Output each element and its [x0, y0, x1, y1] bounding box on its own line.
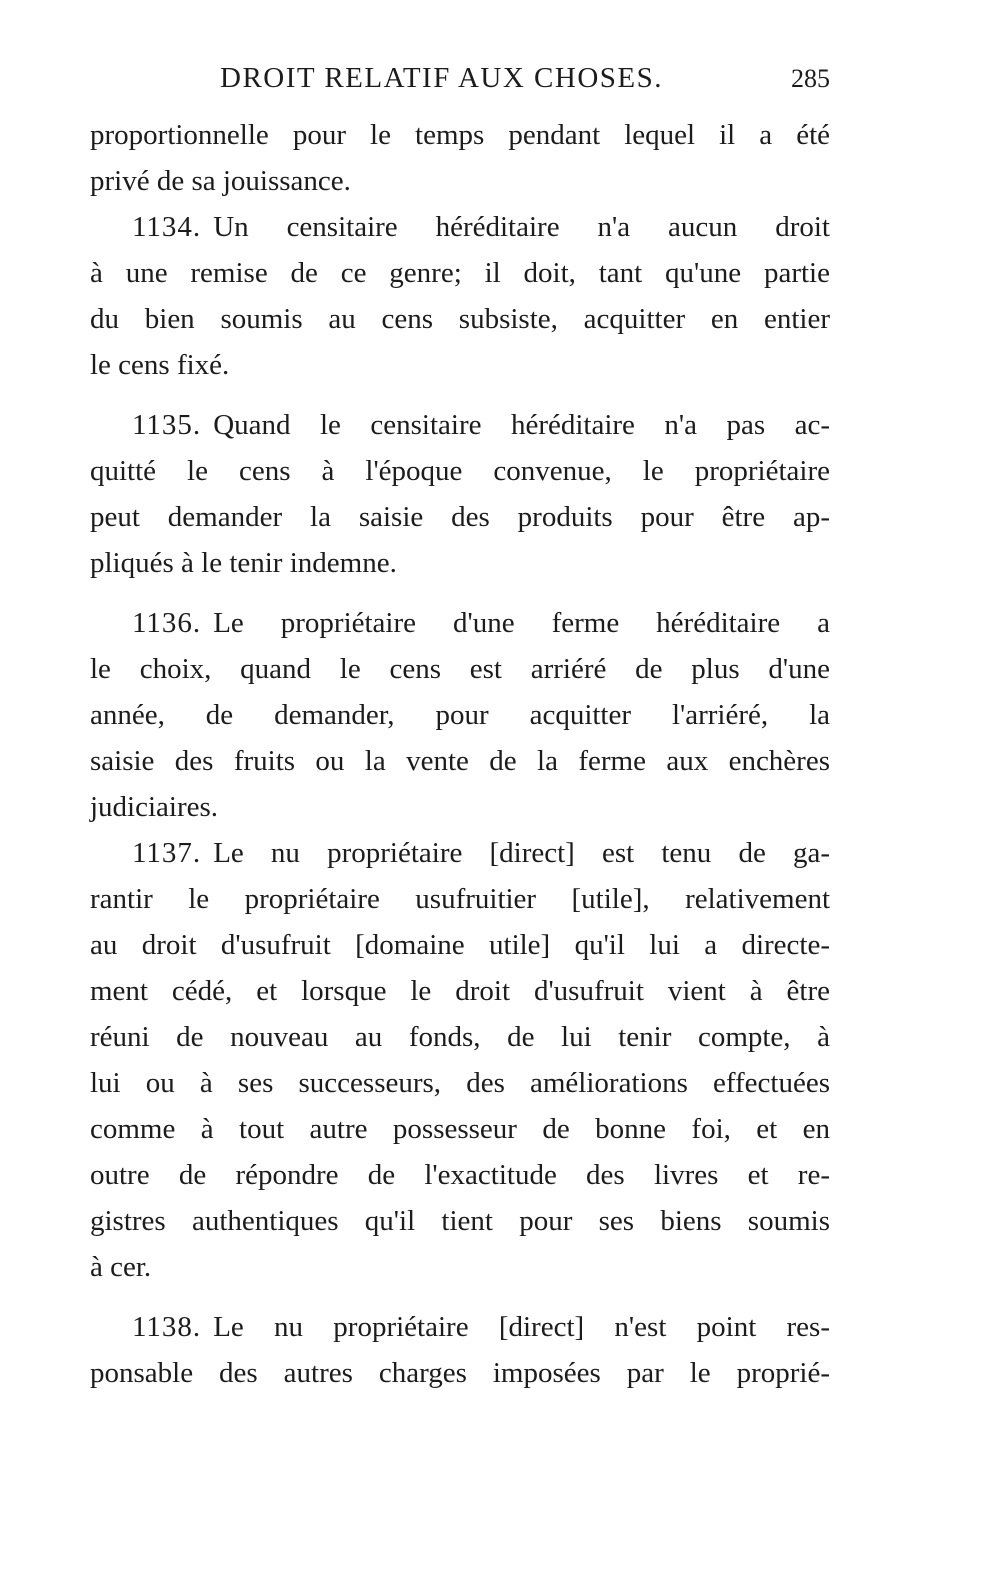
- article-number: 1138.: [132, 1311, 202, 1343]
- paragraph-gap: [90, 586, 830, 600]
- text-line: le choix, quand le cens est arriéré de plus d'une: [90, 653, 830, 685]
- article-1135-first-line: [90, 402, 830, 448]
- text-line: outre de répondre de l'exactitude des livres et re-: [90, 1159, 830, 1191]
- body-text: [90, 112, 830, 1396]
- running-head: [90, 62, 830, 102]
- text-line: Un censitaire héréditaire n'a aucun droit: [213, 211, 830, 243]
- text-line: à une remise de ce genre; il doit, tant qu'une partie: [90, 257, 830, 289]
- article-number: 1134.: [132, 211, 202, 243]
- paragraph-gap: [90, 388, 830, 402]
- text-line: au droit d'usufruit [domaine utile] qu'il lui a directe-: [90, 929, 830, 961]
- text-line: ment cédé, et lorsque le droit d'usufruit vient à être: [90, 975, 830, 1007]
- text-line: proportionnelle pour le temps pendant lequel il a été: [90, 119, 830, 151]
- text-line: saisie des fruits ou la vente de la ferme aux enchères: [90, 745, 830, 777]
- text-line: gistres authentiques qu'il tient pour ses biens soumis: [90, 1205, 830, 1237]
- text-line: privé de sa jouissance.: [90, 165, 351, 197]
- text-line: du bien soumis au cens subsiste, acquitter en entier: [90, 303, 830, 335]
- text-line: année, de demander, pour acquitter l'arriéré, la: [90, 699, 830, 731]
- text-line: Le nu propriétaire [direct] est tenu de ga-: [213, 837, 830, 869]
- article-1138-first-line: [90, 1304, 830, 1350]
- article-number: 1137.: [132, 837, 202, 869]
- page-number: 285: [791, 64, 830, 93]
- text-line: quitté le cens à l'époque convenue, le propriétaire: [90, 455, 830, 487]
- article-1136-first-line: [90, 600, 830, 646]
- text-line: le cens fixé.: [90, 349, 230, 381]
- paragraph-gap: [90, 1290, 830, 1304]
- article-1134-first-line: [90, 204, 830, 250]
- text-line: ponsable des autres charges imposées par le proprié-: [90, 1357, 830, 1389]
- text-line: peut demander la saisie des produits pour être ap-: [90, 501, 830, 533]
- text-line: lui ou à ses successeurs, des améliorations effectuées: [90, 1067, 830, 1099]
- text-line: pliqués à le tenir indemne.: [90, 547, 397, 579]
- text-line: Le propriétaire d'une ferme héréditaire a: [213, 607, 830, 639]
- running-title: DROIT RELATIF AUX CHOSES.: [220, 62, 664, 94]
- text-line: Quand le censitaire héréditaire n'a pas ac-: [213, 409, 830, 441]
- article-1137-first-line: [90, 830, 830, 876]
- text-line: réuni de nouveau au fonds, de lui tenir compte, à: [90, 1021, 830, 1053]
- text-line: judiciaires.: [90, 791, 219, 823]
- text-line: à cer.: [90, 1251, 152, 1283]
- article-number: 1136.: [132, 607, 202, 639]
- text-line: rantir le propriétaire usufruitier [utile], relativement: [90, 883, 830, 915]
- text-line: comme à tout autre possesseur de bonne foi, et en: [90, 1113, 830, 1145]
- article-number: 1135.: [132, 409, 202, 441]
- text-line: Le nu propriétaire [direct] n'est point res-: [213, 1311, 830, 1343]
